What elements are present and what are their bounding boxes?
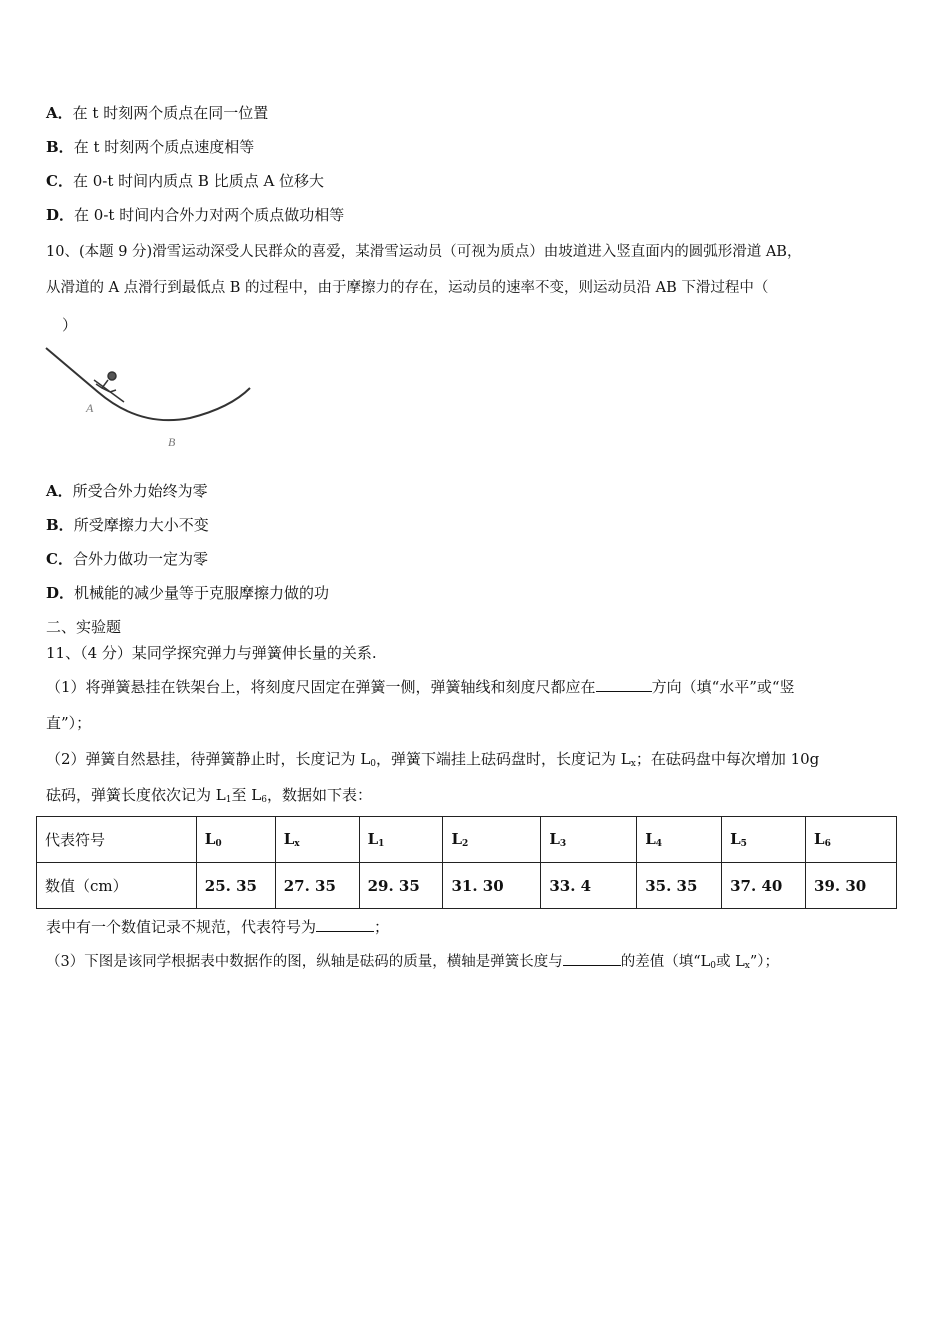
answer-blank-3: [563, 951, 621, 966]
value-cell: 31. 30: [443, 863, 541, 909]
q10-option-d: D．机械能的减少量等于克服摩擦力做的功: [46, 584, 330, 602]
slope-arc: [46, 348, 250, 420]
q11-part1-line1: （1）将弹簧悬挂在铁架台上，将刻度尺固定在弹簧一侧，弹簧轴线和刻度尺都应在 方向（填“水平”或“竖: [46, 678, 795, 696]
section-title: 二、实验题: [46, 618, 122, 636]
q11-after-table: 表中有一个数值记录不规范，代表符号为 ；: [46, 918, 390, 936]
header-label: 代表符号: [37, 817, 197, 863]
symbol-cell: $L_1$: [359, 817, 443, 863]
value-cell: 27. 35: [275, 863, 359, 909]
value-cell: 25. 35: [196, 863, 275, 909]
point-a-label: A: [86, 401, 94, 415]
q11-part2-line1: （2）弹簧自然悬挂，待弹簧静止时，长度记为 $L_0$，弹簧下端挂上砝码盘时，长度记为 $L_x$；在砝码盘中每次增加 10g: [46, 750, 820, 769]
answer-blank-1: [596, 677, 652, 692]
q11-part1-line2: 直”）；: [46, 714, 92, 732]
symbol-cell: $L_5$: [722, 817, 806, 863]
q10-stem-line3: ）: [62, 316, 78, 334]
q10-option-c: C．合外力做功一定为零: [46, 550, 208, 568]
table-value-row: [37, 863, 897, 909]
q11-part3: （3）下图是该同学根据表中数据作的图，纵轴是砝码的质量，横轴是弹簧长度与 的差值（填“$L_0$或 $L_x$”）；: [46, 950, 779, 971]
symbol-cell: $L_2$: [443, 817, 541, 863]
symbol-cell: $L_x$: [275, 817, 359, 863]
q10-option-a: A．所受合外力始终为零: [46, 482, 208, 500]
answer-blank-2: [316, 917, 374, 932]
q9-option-d: D．在 0-t 时间内合外力对两个质点做功相等: [46, 206, 345, 224]
q9-option-c: C．在 0-t 时间内质点 B 比质点 A 位移大: [46, 172, 325, 190]
q11-intro: 11、（4 分）某同学探究弹力与弹簧伸长量的关系.: [46, 644, 377, 662]
q10-stem-line2: 从滑道的 A 点滑行到最低点 B 的过程中，由于摩擦力的存在，运动员的速率不变，则运动员沿 AB 下滑过程中（: [46, 280, 769, 296]
q9-option-b: B．在 t 时刻两个质点速度相等: [46, 138, 255, 156]
point-b-label: B: [168, 435, 176, 449]
table-header-row: [37, 817, 897, 863]
row-label: 数值（cm）: [37, 863, 197, 909]
symbol-cell: $L_0$: [196, 817, 275, 863]
symbol-cell: $L_3$: [541, 817, 637, 863]
value-cell: 37. 40: [722, 863, 806, 909]
symbol-cell: $L_4$: [637, 817, 722, 863]
ski-slope-figure: [40, 340, 260, 450]
value-cell: 29. 35: [359, 863, 443, 909]
q9-option-a: A．在 t 时刻两个质点在同一位置: [46, 104, 269, 122]
symbol-cell: $L_6$: [806, 817, 897, 863]
value-cell: 33. 4: [541, 863, 637, 909]
q11-part2-line2: 砝码，弹簧长度依次记为 $L_1$至 $L_6$，数据如下表：: [46, 786, 372, 805]
q10-stem-line1: 10、(本题 9 分)滑雪运动深受人民群众的喜爱，某滑雪运动员（可视为质点）由坡道进入竖直面内的圆弧形滑道 AB，: [46, 244, 802, 260]
q10-option-b: B．所受摩擦力大小不变: [46, 516, 209, 534]
spring-data-table: [36, 816, 897, 909]
value-cell: 39. 30: [806, 863, 897, 909]
skier-icon: [94, 372, 124, 402]
value-cell: 35. 35: [637, 863, 722, 909]
